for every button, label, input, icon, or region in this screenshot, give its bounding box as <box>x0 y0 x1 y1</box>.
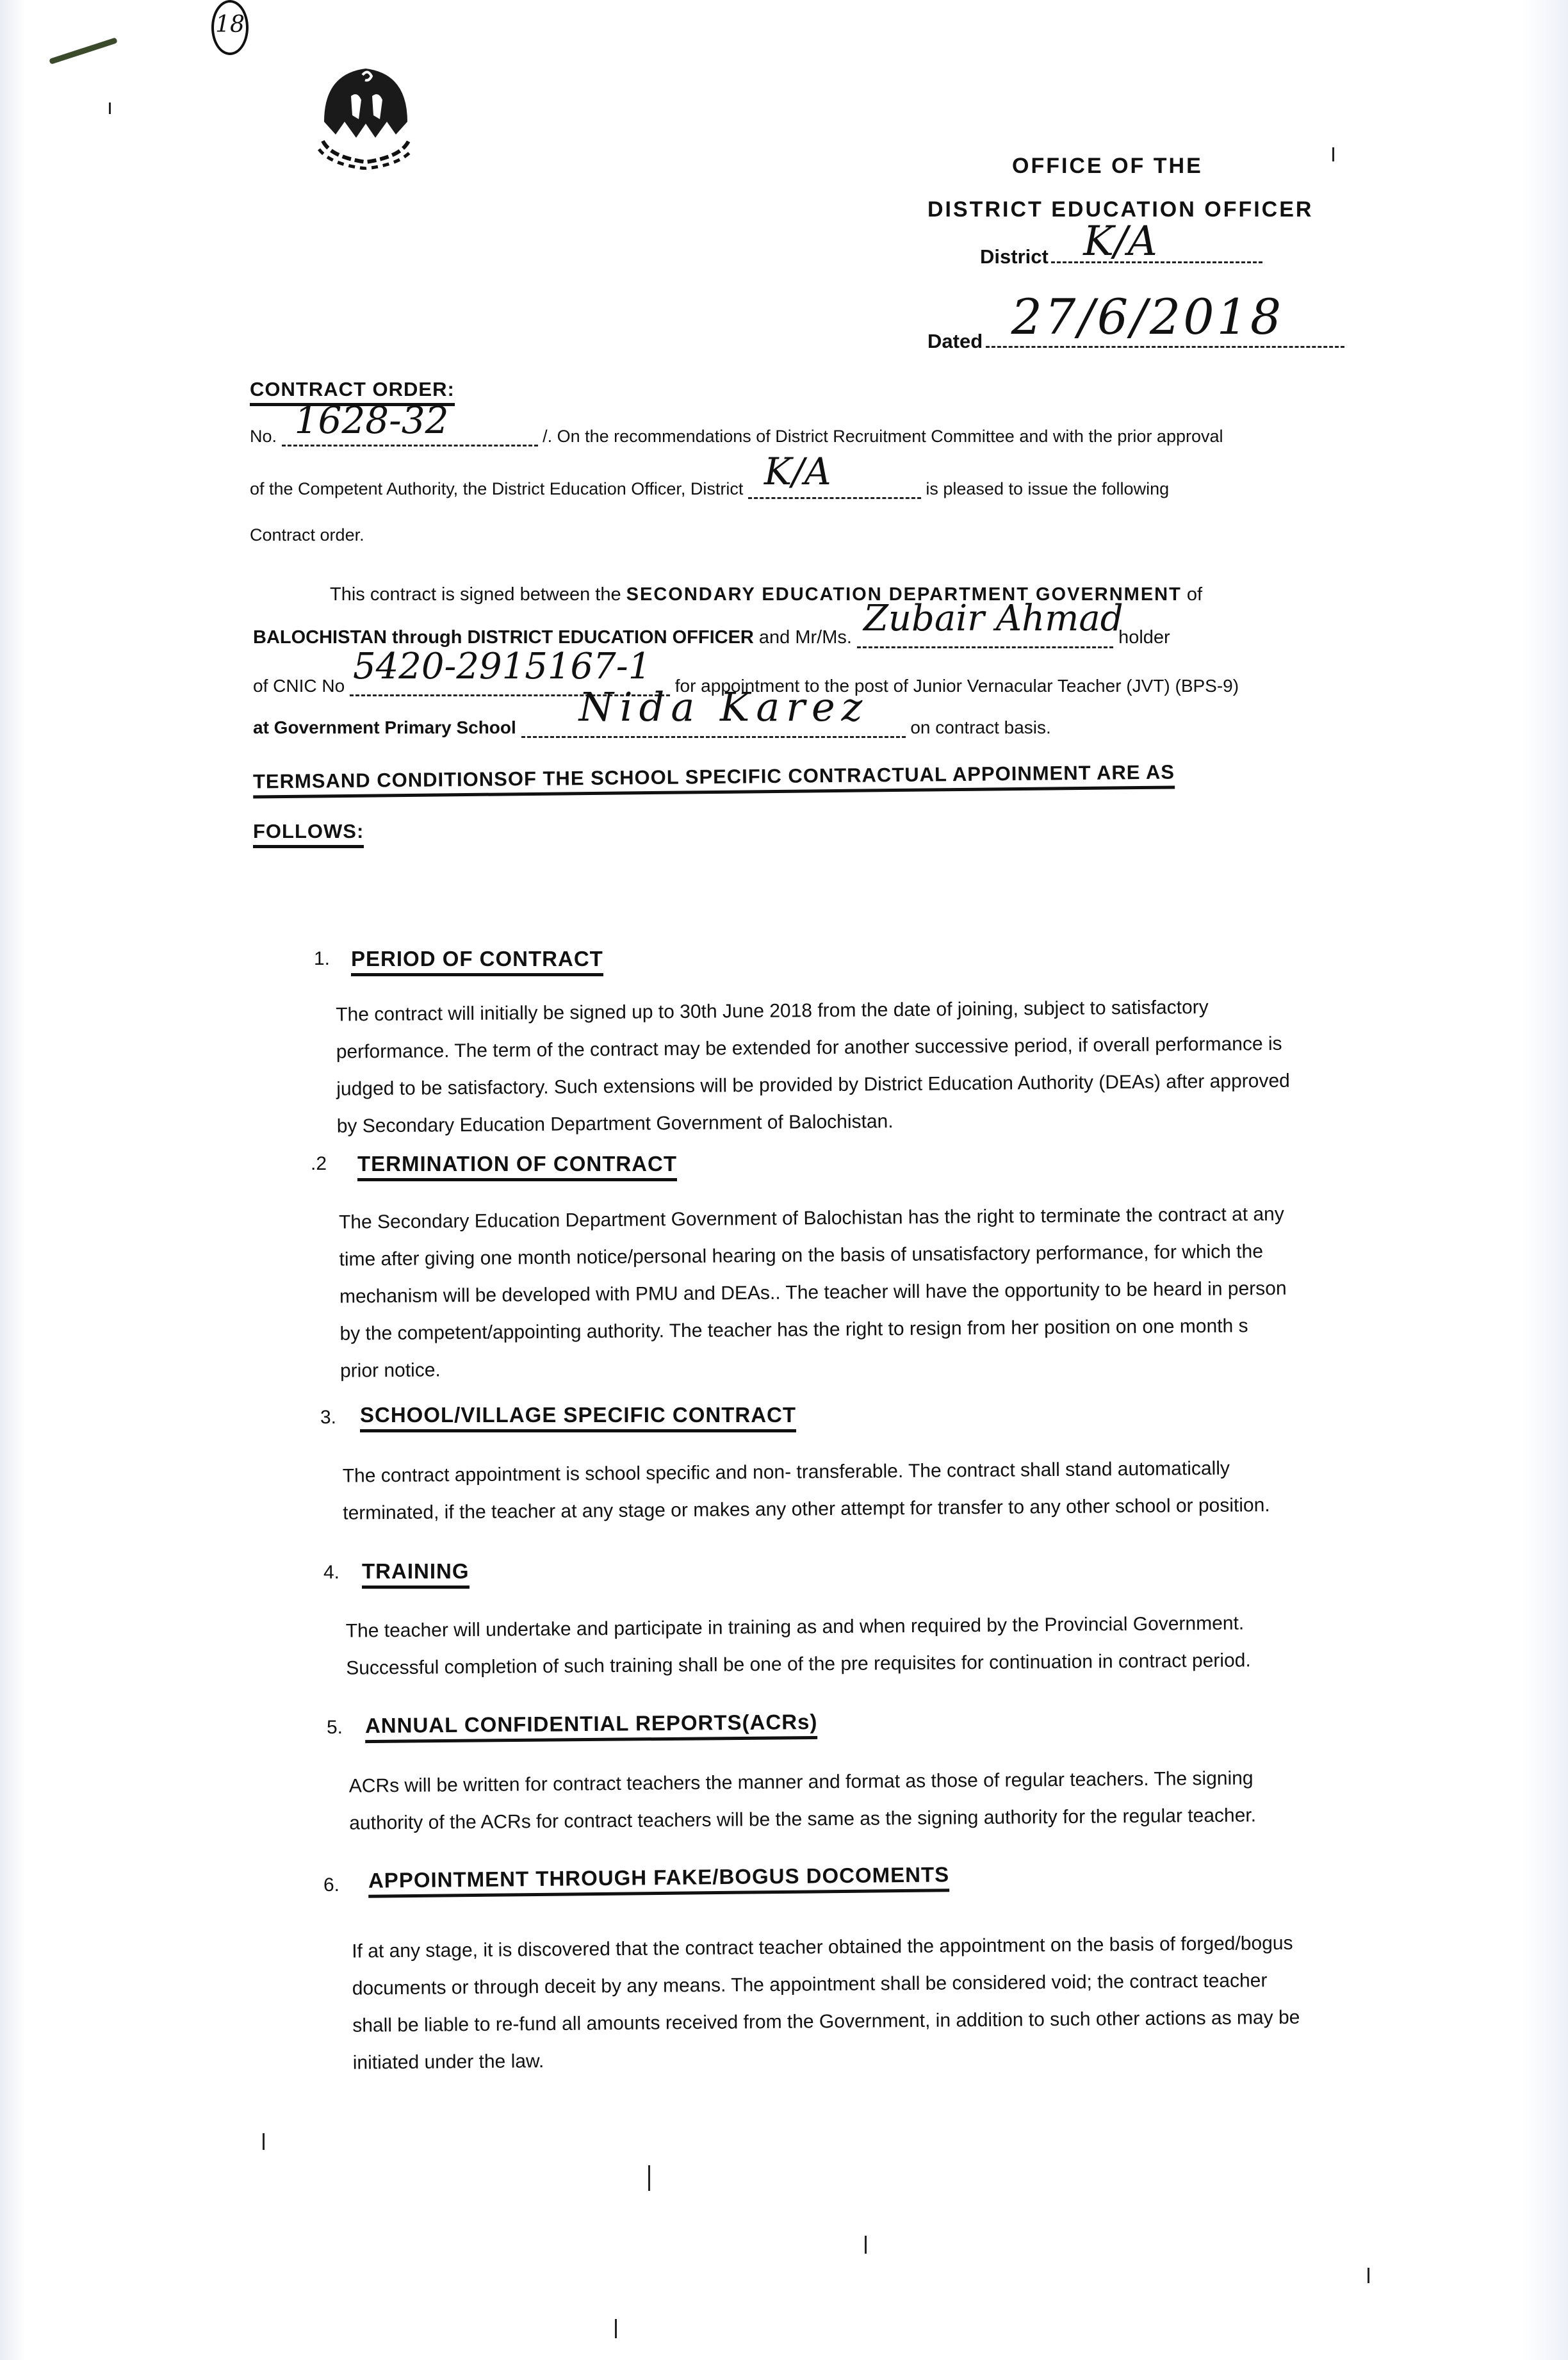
section-title: ANNUAL CONFIDENTIAL REPORTS(ACRs) <box>365 1710 818 1743</box>
section-number: 3. <box>320 1407 337 1428</box>
order-no-blank <box>282 398 538 447</box>
teacher-name: Zubair Ahmad <box>863 598 1123 639</box>
order-no-label: No. <box>250 427 277 446</box>
district-value-blank <box>1051 218 1262 265</box>
contract-line-2 <box>253 598 1170 648</box>
section-title: TRAINING <box>362 1559 470 1589</box>
body-line: time after giving one month notice/personal hearing on the basis of unsatisfactory performance, for which the <box>339 1241 1264 1270</box>
order-no-value: 1628-32 <box>294 398 449 442</box>
section-body <box>336 987 1464 1145</box>
scan-speck <box>865 2236 867 2254</box>
order-line-1 <box>250 398 1223 447</box>
section-number: 6. <box>323 1874 340 1896</box>
section-title: PERIOD OF CONTRACT <box>351 947 603 976</box>
body-line: The contract will initially be signed up to 30th June 2018 from the date of joining, subject to satisfactory <box>336 996 1209 1026</box>
contract-text: holder <box>1118 627 1170 648</box>
body-line: ACRs will be written for contract teachers the manner and format as those of regular teachers. The signing <box>348 1767 1254 1797</box>
government-seal-logo <box>311 61 420 170</box>
scan-shadow-right <box>1523 0 1568 2360</box>
body-line: prior notice. <box>339 1359 441 1382</box>
body-line: by the competent/appointing authority. The teacher has the right to resign from her position on one month s <box>339 1315 1248 1345</box>
cnic-label: of CNIC No <box>253 676 345 696</box>
page-number: 18 <box>215 12 245 38</box>
school-name: Nida Karez <box>578 684 869 730</box>
contract-order-heading: CONTRACT ORDER: <box>250 378 455 406</box>
scan-speck <box>1368 2268 1369 2283</box>
body-line: The Secondary Education Department Government of Balochistan has the right to terminate the contract at any <box>338 1203 1284 1233</box>
dated-label: Dated <box>927 330 983 352</box>
scan-speck <box>1332 147 1334 161</box>
section-title: TERMINATION OF CONTRACT <box>357 1152 677 1181</box>
body-line: shall be liable to re-fund all amounts received from the Government, in addition to such other actions as may be <box>352 2006 1300 2036</box>
body-line: judged to be satisfactory. Such extensions will be provided by District Education Authority (DEAs) after approved <box>336 1070 1290 1100</box>
authority-name: BALOCHISTAN through DISTRICT EDUCATION OFFICER <box>253 627 754 648</box>
body-line: mechanism will be developed with PMU and DEAs.. The teacher will have the opportunity to be heard in person <box>339 1277 1287 1307</box>
contract-text: of <box>1186 584 1203 605</box>
department-name: SECONDARY EDUCATION DEPARTMENT GOVERNMENT <box>626 584 1182 605</box>
body-line: terminated, if the teacher at any stage or makes any other attempt for transfer to any other school or position. <box>343 1495 1270 1524</box>
body-line: documents or through deceit by any means. The appointment shall be considered void; the contract teacher <box>352 1970 1268 1999</box>
district-value: K/A <box>1083 218 1157 265</box>
order-intro-line1: /. On the recommendations of District Recruitment Committee and with the prior approval <box>543 427 1223 446</box>
scan-speck <box>263 2133 265 2150</box>
body-line: If at any stage, it is discovered that the contract teacher obtained the appointment on the basis of forged/bogus <box>352 1932 1293 1962</box>
office-title-line1: OFFICE OF THE <box>1012 154 1203 178</box>
dated-value-blank <box>986 288 1344 348</box>
order-line-3: Contract order. <box>250 525 364 545</box>
dated-value: 27/6/2018 <box>1011 288 1284 345</box>
district-field <box>980 218 1262 268</box>
scan-speck <box>615 2319 617 2338</box>
terms-heading-line1: TERMSAND CONDITIONSOF THE SCHOOL SPECIFIC CONTRACTUAL APPOINMENT ARE AS <box>253 760 1175 798</box>
body-line: initiated under the law. <box>352 2051 544 2074</box>
section-number: 1. <box>314 948 331 969</box>
order-intro-line2-a: of the Competent Authority, the District Education Officer, District <box>250 479 744 498</box>
section-title: APPOINTMENT THROUGH FAKE/BOGUS DOCOMENTS <box>368 1862 950 1897</box>
order-district-blank <box>748 450 921 499</box>
teacher-name-blank <box>857 598 1123 648</box>
body-line: The teacher will undertake and participate in training as and when required by the Provincial Government. <box>345 1612 1245 1642</box>
body-line: performance. The term of the contract may be extended for another successive period, if overall performance is <box>336 1033 1282 1063</box>
body-line: by Secondary Education Department Government of Balochistan. <box>336 1111 894 1137</box>
body-line: Successful completion of such training shall be one of the pre requisites for continuation in contract period. <box>346 1650 1251 1679</box>
cnic-value: 5420-2915167-1 <box>352 646 651 687</box>
body-line: The contract appointment is school specific and non- transferable. The contract shall stand automatically <box>342 1457 1230 1487</box>
terms-heading-line2: FOLLOWS: <box>253 820 364 848</box>
body-line: authority of the ACRs for contract teachers will be the same as the signing authority for the regular teacher. <box>349 1805 1257 1834</box>
contract-text: This contract is signed between the <box>330 584 621 605</box>
school-blank <box>521 684 906 738</box>
school-label: at Government Primary School <box>253 717 516 737</box>
section-number: 4. <box>323 1562 340 1583</box>
scan-shadow-left <box>0 0 26 2360</box>
section-body <box>352 1923 1480 2081</box>
section-body <box>339 1194 1467 1389</box>
section-body <box>343 1448 1471 1532</box>
order-district-value: K/A <box>764 450 831 493</box>
section-title: SCHOOL/VILLAGE SPECIFIC CONTRACT <box>360 1403 796 1432</box>
post-description: for appointment to the post of Junior Vernacular Teacher (JVT) (BPS-9) <box>674 676 1239 696</box>
scan-speck <box>648 2165 650 2191</box>
dated-field <box>927 288 1344 353</box>
section-number: .2 <box>311 1153 327 1174</box>
district-label: District <box>980 245 1049 268</box>
office-title-line2: DISTRICT EDUCATION OFFICER <box>927 197 1314 222</box>
handwritten-stroke-mark <box>49 37 117 65</box>
contract-text: on contract basis. <box>910 717 1051 737</box>
section-number: 5. <box>327 1717 343 1738</box>
balochistan-emblem-icon <box>311 61 420 170</box>
section-body <box>346 1603 1474 1687</box>
section-body <box>349 1758 1477 1842</box>
scan-speck <box>109 102 111 114</box>
order-line-2 <box>250 450 1170 499</box>
order-intro-line2-b: is pleased to issue the following <box>926 479 1170 498</box>
contract-text: and Mr/Ms. <box>758 627 852 648</box>
page-number-stamp <box>211 0 249 55</box>
